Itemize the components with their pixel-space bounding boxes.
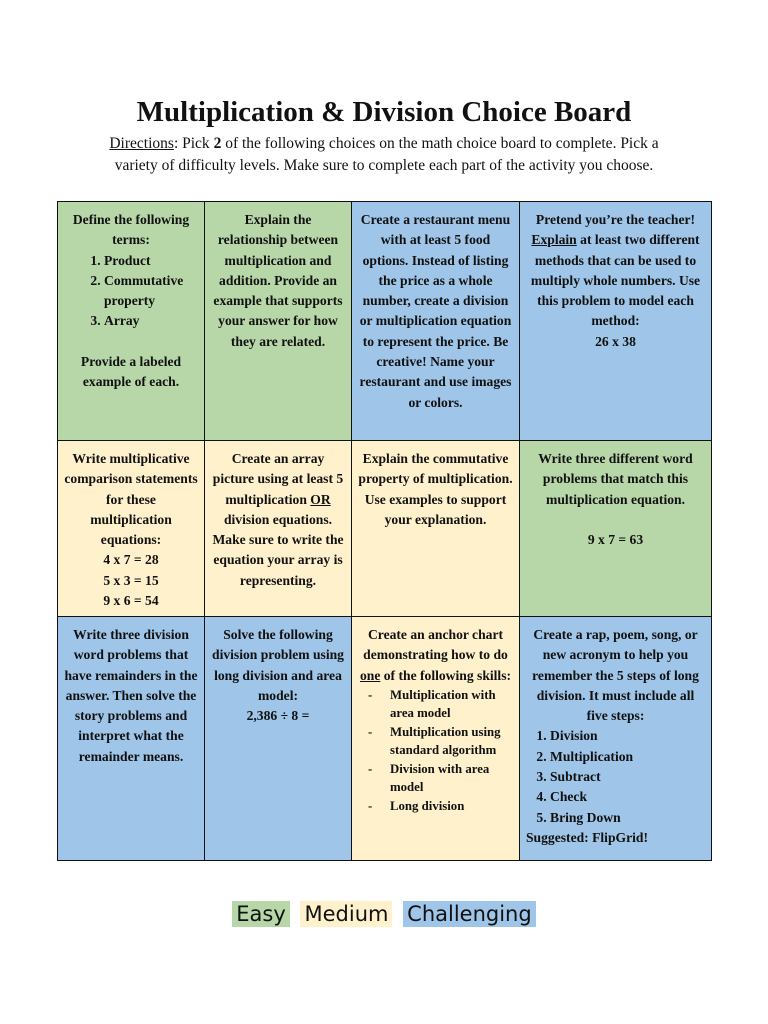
list-item: 3. Subtract xyxy=(550,767,705,787)
choice-cell xyxy=(352,617,520,861)
list-item: 4. Check xyxy=(550,787,705,807)
cell-equation: 26 x 38 xyxy=(595,333,636,349)
board-row xyxy=(58,202,712,441)
directions-text-1: : Pick xyxy=(173,135,214,152)
cell-text: Solve the following division problem using long division and area model: xyxy=(212,627,344,703)
choice-cell xyxy=(352,441,520,617)
directions-label: Directions xyxy=(109,135,174,152)
directions xyxy=(88,133,680,177)
cell-equation: 2,386 ÷ 8 = xyxy=(246,708,310,724)
cell-text: Write three different word problems that match this multiplication equation. xyxy=(538,451,693,507)
cell-text: Write multiplicative comparison statements for these multiplication equations: xyxy=(64,451,198,548)
choice-cell xyxy=(520,441,712,617)
board-row xyxy=(58,617,712,861)
list-item: 1. Division xyxy=(550,726,705,746)
cell-text-part: at least two different methods that can be used to multiply whole numbers. Use this problem to model each method: xyxy=(530,232,701,329)
list-item: - Division with area model xyxy=(368,760,513,797)
choice-board xyxy=(57,201,712,861)
choice-cell xyxy=(58,617,205,861)
choice-cell xyxy=(58,202,205,441)
list-item: 5. Bring Down xyxy=(550,808,705,828)
cell-text: Explain the commutative property of multiplication. Use examples to support your explanation. xyxy=(358,451,513,527)
cell-text-part: Create an array picture using at least 5 multiplication xyxy=(212,451,344,507)
cell-text-underlined: one xyxy=(359,667,381,683)
cell-text-part: Pretend you’re the teacher! xyxy=(535,212,696,227)
cell-text-part: of the following skills: xyxy=(380,667,512,683)
cell-text: Write three division word problems that have remainders in the answer. Then solve the story problems and interpret what the remainder means. xyxy=(64,627,198,764)
list-item: - Multiplication with area model xyxy=(368,686,513,723)
cell-text: Create a restaurant menu with at least 5 food options. Instead of listing the price as a whole number, create a division or multiplication equation to represent the price. Be creative! Name your restaurant and use images or colors. xyxy=(359,212,512,410)
cell-text-underlined: Explain xyxy=(531,232,577,248)
choice-cell xyxy=(205,202,352,441)
list-item: - Long division xyxy=(368,797,513,816)
cell-text: Provide a labeled example of each. xyxy=(80,353,182,390)
directions-text-2: of the following choices on the math choice board to complete. Pick a variety of difficulty levels. Make sure to complete each part of the activity you choose. xyxy=(114,135,659,174)
cell-equation: 9 x 6 = 54 xyxy=(103,593,159,609)
list-item: 1. Product xyxy=(104,251,198,271)
choice-cell xyxy=(352,202,520,441)
legend-easy: Easy xyxy=(232,901,290,927)
list-item: - Multiplication using standard algorithm xyxy=(368,723,513,760)
cell-text: Create a rap, poem, song, or new acronym to help you remember the 5 steps of long division. It must include all five steps: xyxy=(532,627,699,724)
choice-cell xyxy=(520,617,712,861)
list-item: 3. Array xyxy=(104,311,198,331)
cell-text xyxy=(211,449,345,591)
directions-count: 2 xyxy=(213,135,222,152)
choice-cell xyxy=(58,441,205,617)
cell-text: Suggested: FlipGrid! xyxy=(526,829,648,845)
cell-equation: 9 x 7 = 63 xyxy=(587,531,644,547)
cell-text xyxy=(526,210,705,332)
terms-list xyxy=(64,251,198,332)
list-item: 2. Multiplication xyxy=(550,747,705,767)
cell-text-part: Create an anchor chart demonstrating how to do xyxy=(363,627,508,663)
legend-challenging: Challenging xyxy=(403,901,536,927)
choice-cell xyxy=(205,617,352,861)
cell-equation: 5 x 3 = 15 xyxy=(103,572,159,588)
page-title: Multiplication & Division Choice Board xyxy=(136,96,632,128)
cell-text xyxy=(358,625,513,686)
choice-cell xyxy=(520,202,712,441)
board-row xyxy=(58,441,712,617)
skills-list xyxy=(358,686,513,816)
cell-text-underlined: OR xyxy=(310,491,331,507)
cell-text: Define the following terms: xyxy=(72,212,190,248)
cell-equation: 4 x 7 = 28 xyxy=(103,552,159,568)
difficulty-legend xyxy=(0,902,768,926)
cell-text: Explain the relationship between multiplication and addition. Provide an example that supports your answer for how they are related. xyxy=(213,212,343,349)
list-item: 2. Commutative property xyxy=(104,271,198,312)
choice-cell xyxy=(205,441,352,617)
steps-list xyxy=(526,726,705,827)
cell-text-part: division equations. Make sure to write the equation your array is representing. xyxy=(212,511,344,588)
legend-medium: Medium xyxy=(300,901,392,927)
